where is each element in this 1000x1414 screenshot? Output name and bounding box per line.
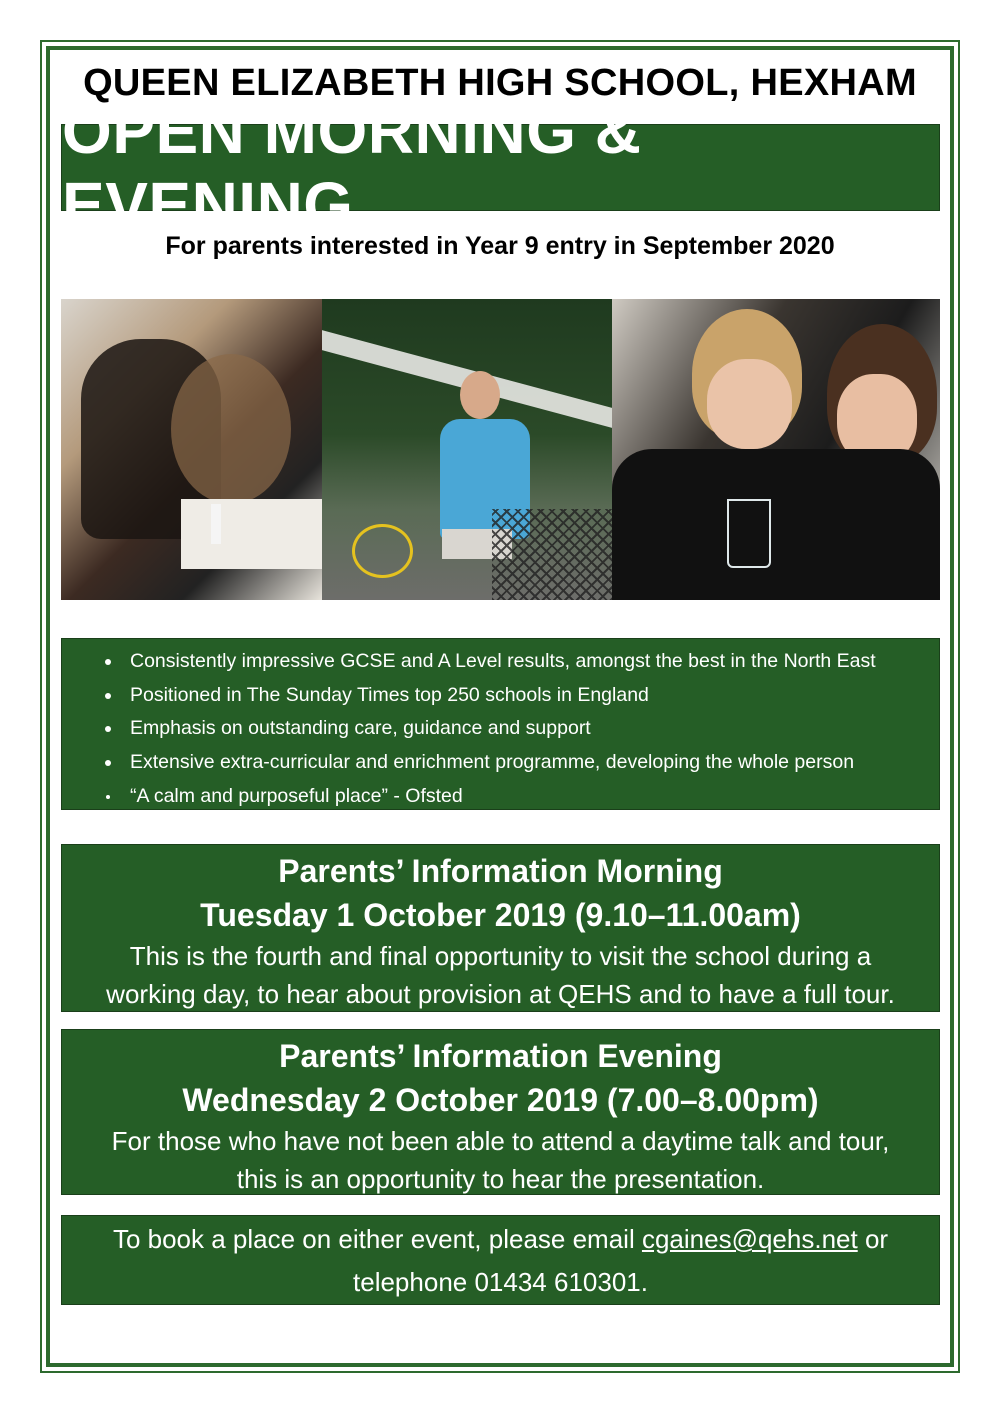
booking-line1 (62, 1218, 939, 1261)
highlight-item: “A calm and purposeful place” - Ofsted (130, 780, 939, 814)
booking-box (61, 1215, 940, 1305)
highlights-list (62, 645, 939, 814)
photo-strip (61, 299, 940, 600)
highlights-box (61, 638, 940, 810)
photo-student-writing (61, 299, 322, 600)
booking-prefix: To book a place on either event, please email (112, 1224, 642, 1254)
evening-text-line2: this is an opportunity to hear the presentation. (236, 1164, 765, 1194)
morning-heading: Parents’ Information Morning (278, 853, 723, 889)
title-banner (61, 94, 940, 241)
evening-date: Wednesday 2 October 2019 (7.00–8.00pm) (182, 1082, 819, 1118)
highlight-item: Consistently impressive GCSE and A Level results, amongst the best in the North East (130, 645, 939, 679)
photo-tennis-player (322, 299, 612, 600)
morning-text-line1: This is the fourth and final opportunity to visit the school during a (129, 941, 872, 971)
evening-heading: Parents’ Information Evening (279, 1038, 722, 1074)
subtitle: For parents interested in Year 9 entry in September 2020 (165, 232, 835, 260)
highlight-item: Extensive extra-curricular and enrichment programme, developing the whole person (130, 746, 939, 780)
morning-event-box (61, 844, 940, 1012)
morning-date: Tuesday 1 October 2019 (9.10–11.00am) (200, 897, 801, 933)
page-title: OPEN MORNING & EVENING (62, 94, 642, 241)
evening-event-box (61, 1029, 940, 1195)
morning-text-line2: working day, to hear about provision at QEHS and to have a full tour. (106, 979, 895, 1009)
evening-text-line1: For those who have not been able to attend a daytime talk and tour, (111, 1126, 890, 1156)
highlight-item: Positioned in The Sunday Times top 250 schools in England (130, 679, 939, 713)
booking-suffix: or (857, 1224, 889, 1254)
school-name: QUEEN ELIZABETH HIGH SCHOOL, HEXHAM (83, 62, 917, 104)
photo-science-students (612, 299, 940, 600)
booking-phone: telephone 01434 610301. (353, 1267, 648, 1297)
booking-email-link[interactable]: cgaines@qehs.net (641, 1224, 858, 1254)
highlight-item: Emphasis on outstanding care, guidance and support (130, 712, 939, 746)
